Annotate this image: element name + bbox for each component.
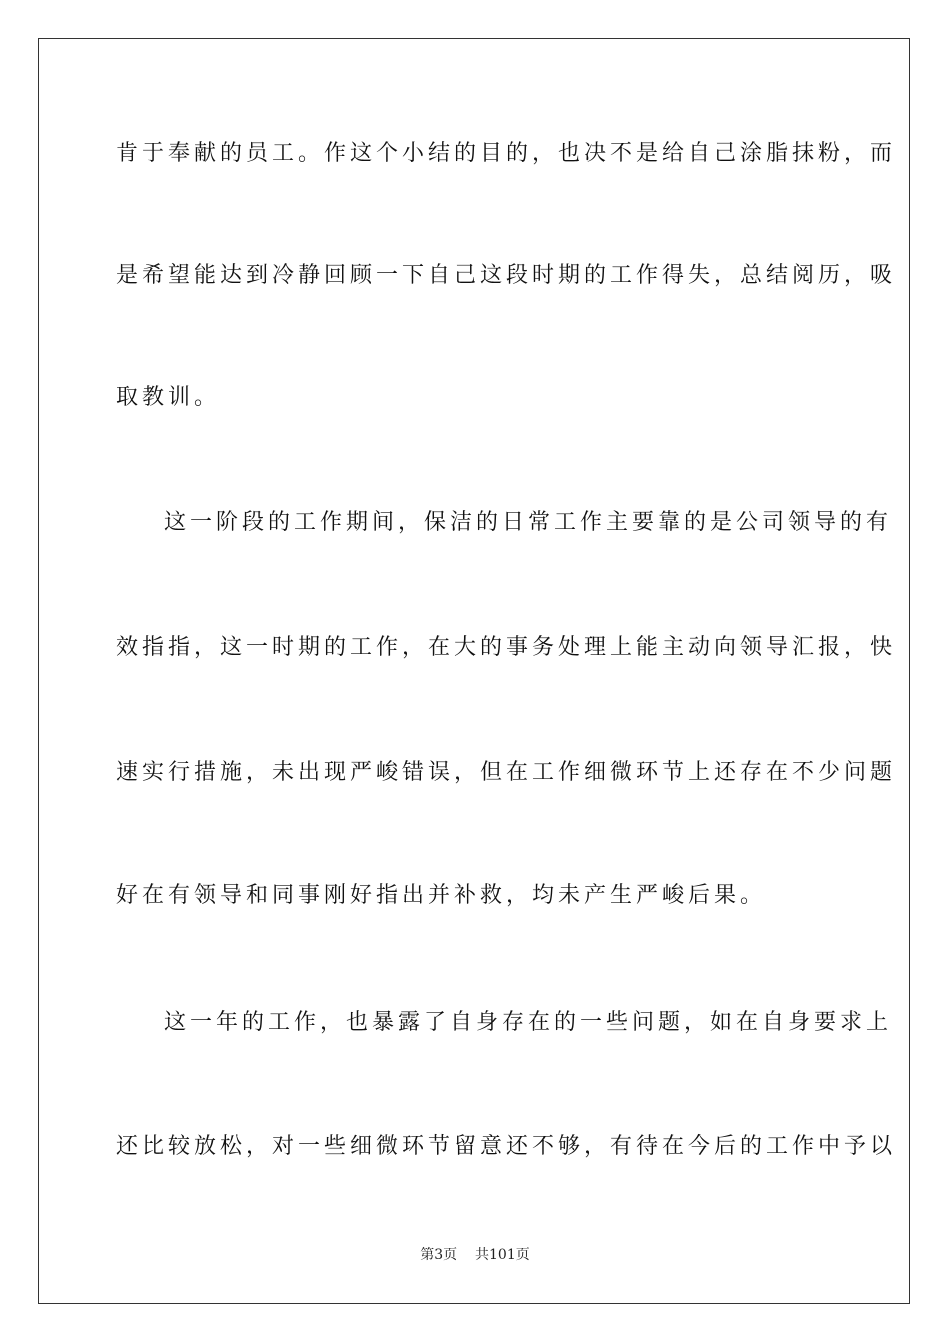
paragraph-line: 肯于奉献的员工。作这个小结的目的，也决不是给自己涂脂抹粉，而 <box>116 141 897 166</box>
page-border <box>38 38 910 1304</box>
page-footer <box>0 1246 950 1264</box>
paragraph-line: 速实行措施，未出现严峻错误，但在工作细微环节上还存在不少问题 <box>116 760 897 785</box>
paragraph-line: 这一年的工作，也暴露了自身存在的一些问题，如在自身要求上 <box>164 1010 893 1035</box>
paragraph-line: 这一阶段的工作期间，保洁的日常工作主要靠的是公司领导的有 <box>164 510 893 535</box>
paragraph-line: 取教训。 <box>116 385 221 410</box>
paragraph-line: 效指指，这一时期的工作，在大的事务处理上能主动向领导汇报，快 <box>116 635 897 660</box>
paragraph-line: 好在有领导和同事刚好指出并补救，均未产生严峻后果。 <box>116 883 767 908</box>
total-pages: 共101页 <box>475 1247 530 1263</box>
page-number: 第3页 <box>420 1247 458 1263</box>
paragraph-line: 还比较放松，对一些细微环节留意还不够，有待在今后的工作中予以 <box>116 1134 897 1159</box>
paragraph-line: 是希望能达到冷静回顾一下自己这段时期的工作得失，总结阅历，吸 <box>116 263 897 288</box>
